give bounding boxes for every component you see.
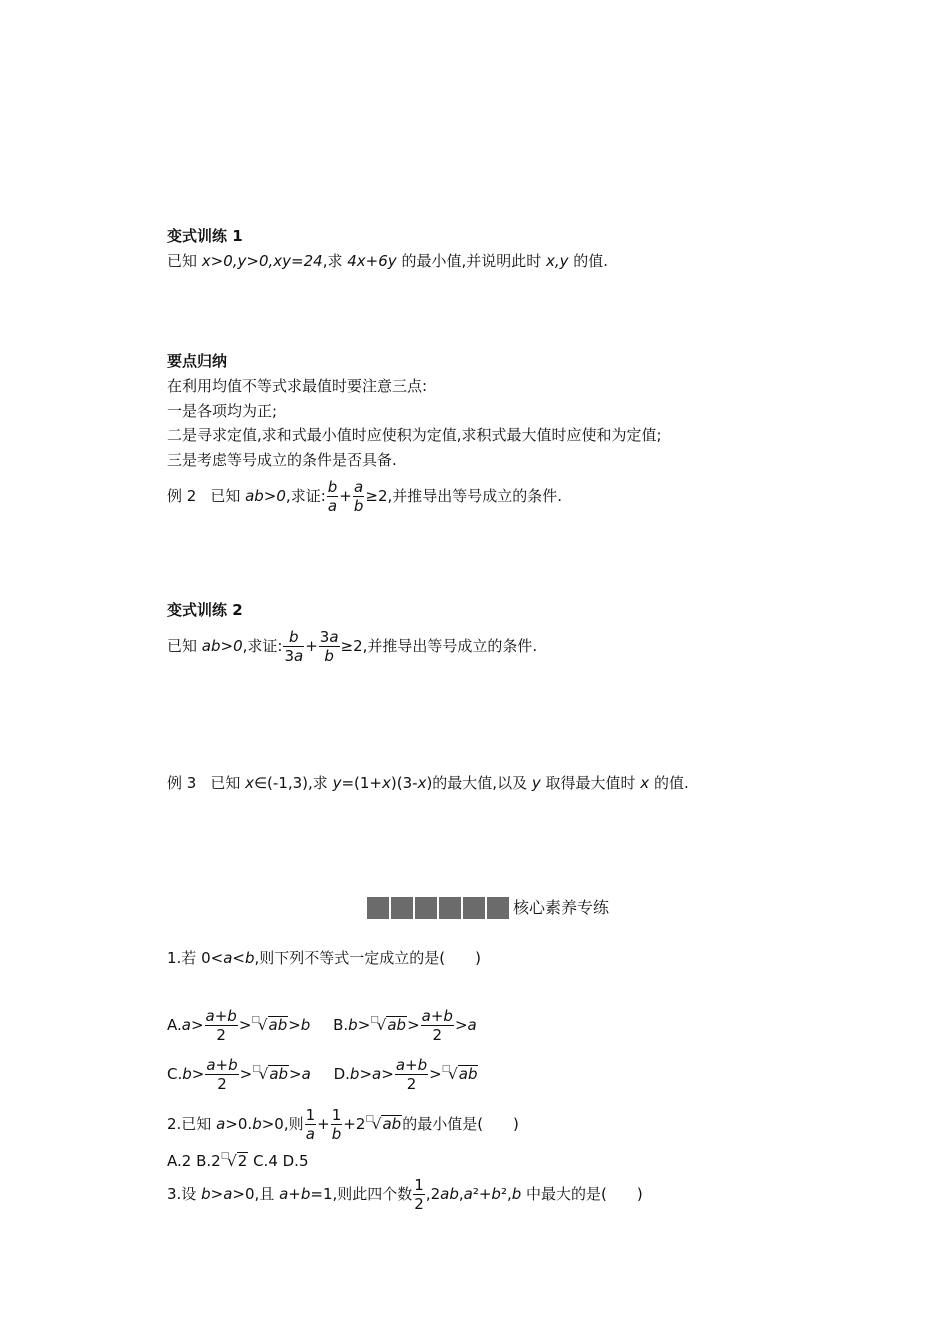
banner-block [367,897,389,919]
keypoint-line-2: 一是各项均为正; [167,402,278,420]
variant2-text: 已知 ab>0,求证: $\frac{b}{3a}$ + $\frac{3a}{b}$ ≥2,并推导出等号成立的条件. [167,628,538,665]
banner-block [415,897,437,919]
question-2-stem: 2.已知 a>0.b>0,则 $\frac{1}{a}$ + $\frac{1}{b}$ +2□√ab的最小值是( ) [167,1106,519,1143]
example-2: 例 2 已知 ab>0,求证: $\frac{b}{a}$ + $\frac{a}{b}$ ≥2,并推导出等号成立的条件. [167,478,563,515]
fraction-a-over-b: $\frac{a}{b}$ [353,478,364,515]
option-d: D.b>a> $\frac{a+b}{2}$ >□√ab [333,1056,478,1093]
keypoint-line-4: 三是考虑等号成立的条件是否具备. [167,451,397,469]
option-b: B.b>□√ab> $\frac{a+b}{2}$ >a [333,1007,477,1044]
keypoint-line-3: 二是寻求定值,求和式最小值时应使积为定值,求积式最大值时应使和为定值; [167,426,662,444]
option-a: A.a> $\frac{a+b}{2}$ >□√ab>b [167,1007,311,1044]
variant1-text: 已知 x>0,y>0,xy=24,求 4x+6y 的最小值,并说明此时 x,y 的值. [167,252,609,270]
option-c: C.b> $\frac{a+b}{2}$ >□√ab>a [167,1056,311,1093]
keypoints-heading: 要点归纳 [167,352,228,370]
question-1-stem: 1.若 0<a<b,则下列不等式一定成立的是( ) [167,949,481,967]
question-1-options-ab [167,998,477,1047]
banner-block [439,897,461,919]
fraction-b-over-a: $\frac{b}{a}$ [327,478,338,515]
fraction-b-over-3a: $\frac{b}{3a}$ [284,628,304,665]
core-practice-banner [367,895,609,920]
question-1-options-cd [167,1047,478,1096]
example-3: 例 3 已知 x∈(-1,3),求 y=(1+x)(3-x)的最大值,以及 y 取得最大值时 x 的值. [167,774,689,792]
banner-block [463,897,485,919]
variant1-heading: 变式训练 1 [167,227,243,245]
variant2-heading: 变式训练 2 [167,601,243,619]
fraction-3a-over-b: $\frac{3a}{b}$ [319,628,339,665]
question-3-stem: 3.设 b>a>0,且 a+b=1,则此四个数 $\frac{1}{2}$ ,2ab,a²+b²,b 中最大的是( ) [167,1176,643,1213]
keypoint-line-1: 在利用均值不等式求最值时要注意三点: [167,377,428,395]
banner-title: 核心素养专练 [513,897,610,917]
question-2-options: A.2 B.2□√2 C.4 D.5 [167,1151,309,1170]
banner-block [487,897,509,919]
banner-block [391,897,413,919]
